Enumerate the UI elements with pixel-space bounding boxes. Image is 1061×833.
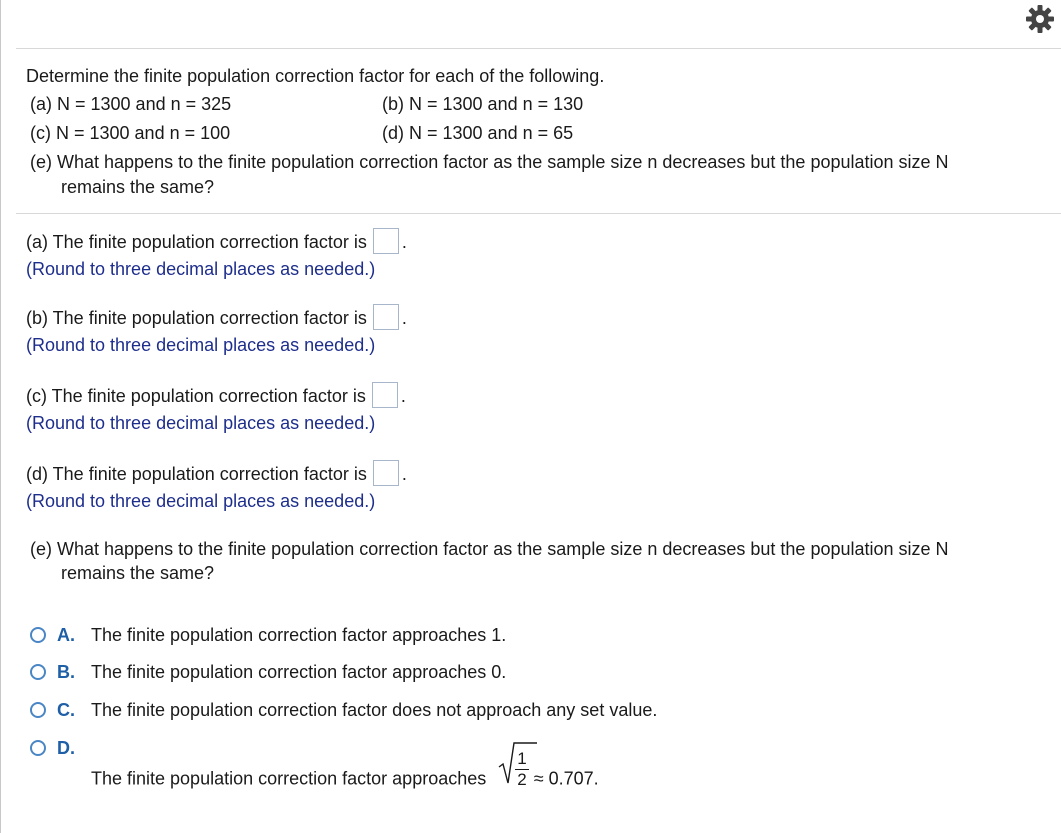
option-b-text[interactable]: The finite population correction factor approaches 0. (91, 662, 507, 682)
option-d-letter[interactable]: D. (57, 738, 75, 758)
fraction (515, 749, 528, 790)
answer-a-prompt: (a) The finite population correction factor is (26, 231, 367, 252)
part-e-question-continued: remains the same? (61, 563, 215, 583)
answer-d-row: (d) The finite population correction factor is . (26, 462, 407, 488)
question-part-d: (d) N = 1300 and n = 65 (382, 123, 574, 143)
question-part-b: (b) N = 1300 and n = 130 (382, 94, 584, 114)
answer-c-prompt: (c) The finite population correction factor is (26, 385, 366, 406)
option-d-approx: ≈ 0.707. (533, 768, 599, 789)
option-a-text[interactable]: The finite population correction factor approaches 1. (91, 625, 507, 645)
option-c-radio[interactable] (30, 702, 46, 718)
option-d-radio[interactable] (30, 740, 46, 756)
option-b-letter[interactable]: B. (57, 662, 75, 682)
question-intro: Determine the finite population correction factor for each of the following. (26, 66, 605, 86)
answer-c-row: (c) The finite population correction factor is . (26, 384, 406, 410)
answer-a-row: (a) The finite population correction factor is . (26, 230, 407, 256)
answer-b-prompt: (b) The finite population correction factor is (26, 307, 367, 328)
answer-d-hint: (Round to three decimal places as needed.) (26, 491, 376, 511)
gear-icon[interactable] (1025, 4, 1055, 34)
left-border (0, 0, 1, 833)
answer-c-hint: (Round to three decimal places as needed.) (26, 413, 376, 433)
option-c-letter[interactable]: C. (57, 700, 75, 720)
sqrt-fraction (497, 749, 528, 800)
answer-b-input[interactable] (373, 304, 399, 330)
answer-b-row: (b) The finite population correction factor is . (26, 306, 407, 332)
part-e-question: (e) What happens to the finite population correction factor as the sample size n decreases but the population size N (30, 539, 949, 559)
answer-d-input[interactable] (373, 460, 399, 486)
top-divider (16, 48, 1061, 49)
question-divider (16, 213, 1061, 214)
fraction-denominator: 2 (517, 770, 527, 789)
option-b-radio[interactable] (30, 664, 46, 680)
option-a-radio[interactable] (30, 627, 46, 643)
answer-a-input[interactable] (373, 228, 399, 254)
fraction-numerator: 1 (517, 749, 527, 768)
question-part-e-continued: remains the same? (61, 177, 215, 197)
option-d-text: The finite population correction factor approaches (91, 768, 487, 789)
question-part-a: (a) N = 1300 and n = 325 (30, 94, 232, 114)
option-a-letter[interactable]: A. (57, 625, 75, 645)
option-c-text[interactable]: The finite population correction factor does not approach any set value. (91, 700, 658, 720)
answer-a-hint: (Round to three decimal places as needed.) (26, 259, 376, 279)
answer-c-input[interactable] (372, 382, 398, 408)
answer-d-prompt: (d) The finite population correction factor is (26, 463, 367, 484)
option-d-text-row[interactable] (91, 749, 599, 800)
answer-b-hint: (Round to three decimal places as needed.) (26, 335, 376, 355)
question-part-e: (e) What happens to the finite population correction factor as the sample size n decreases but the population size N (30, 152, 949, 172)
question-part-c: (c) N = 1300 and n = 100 (30, 123, 231, 143)
